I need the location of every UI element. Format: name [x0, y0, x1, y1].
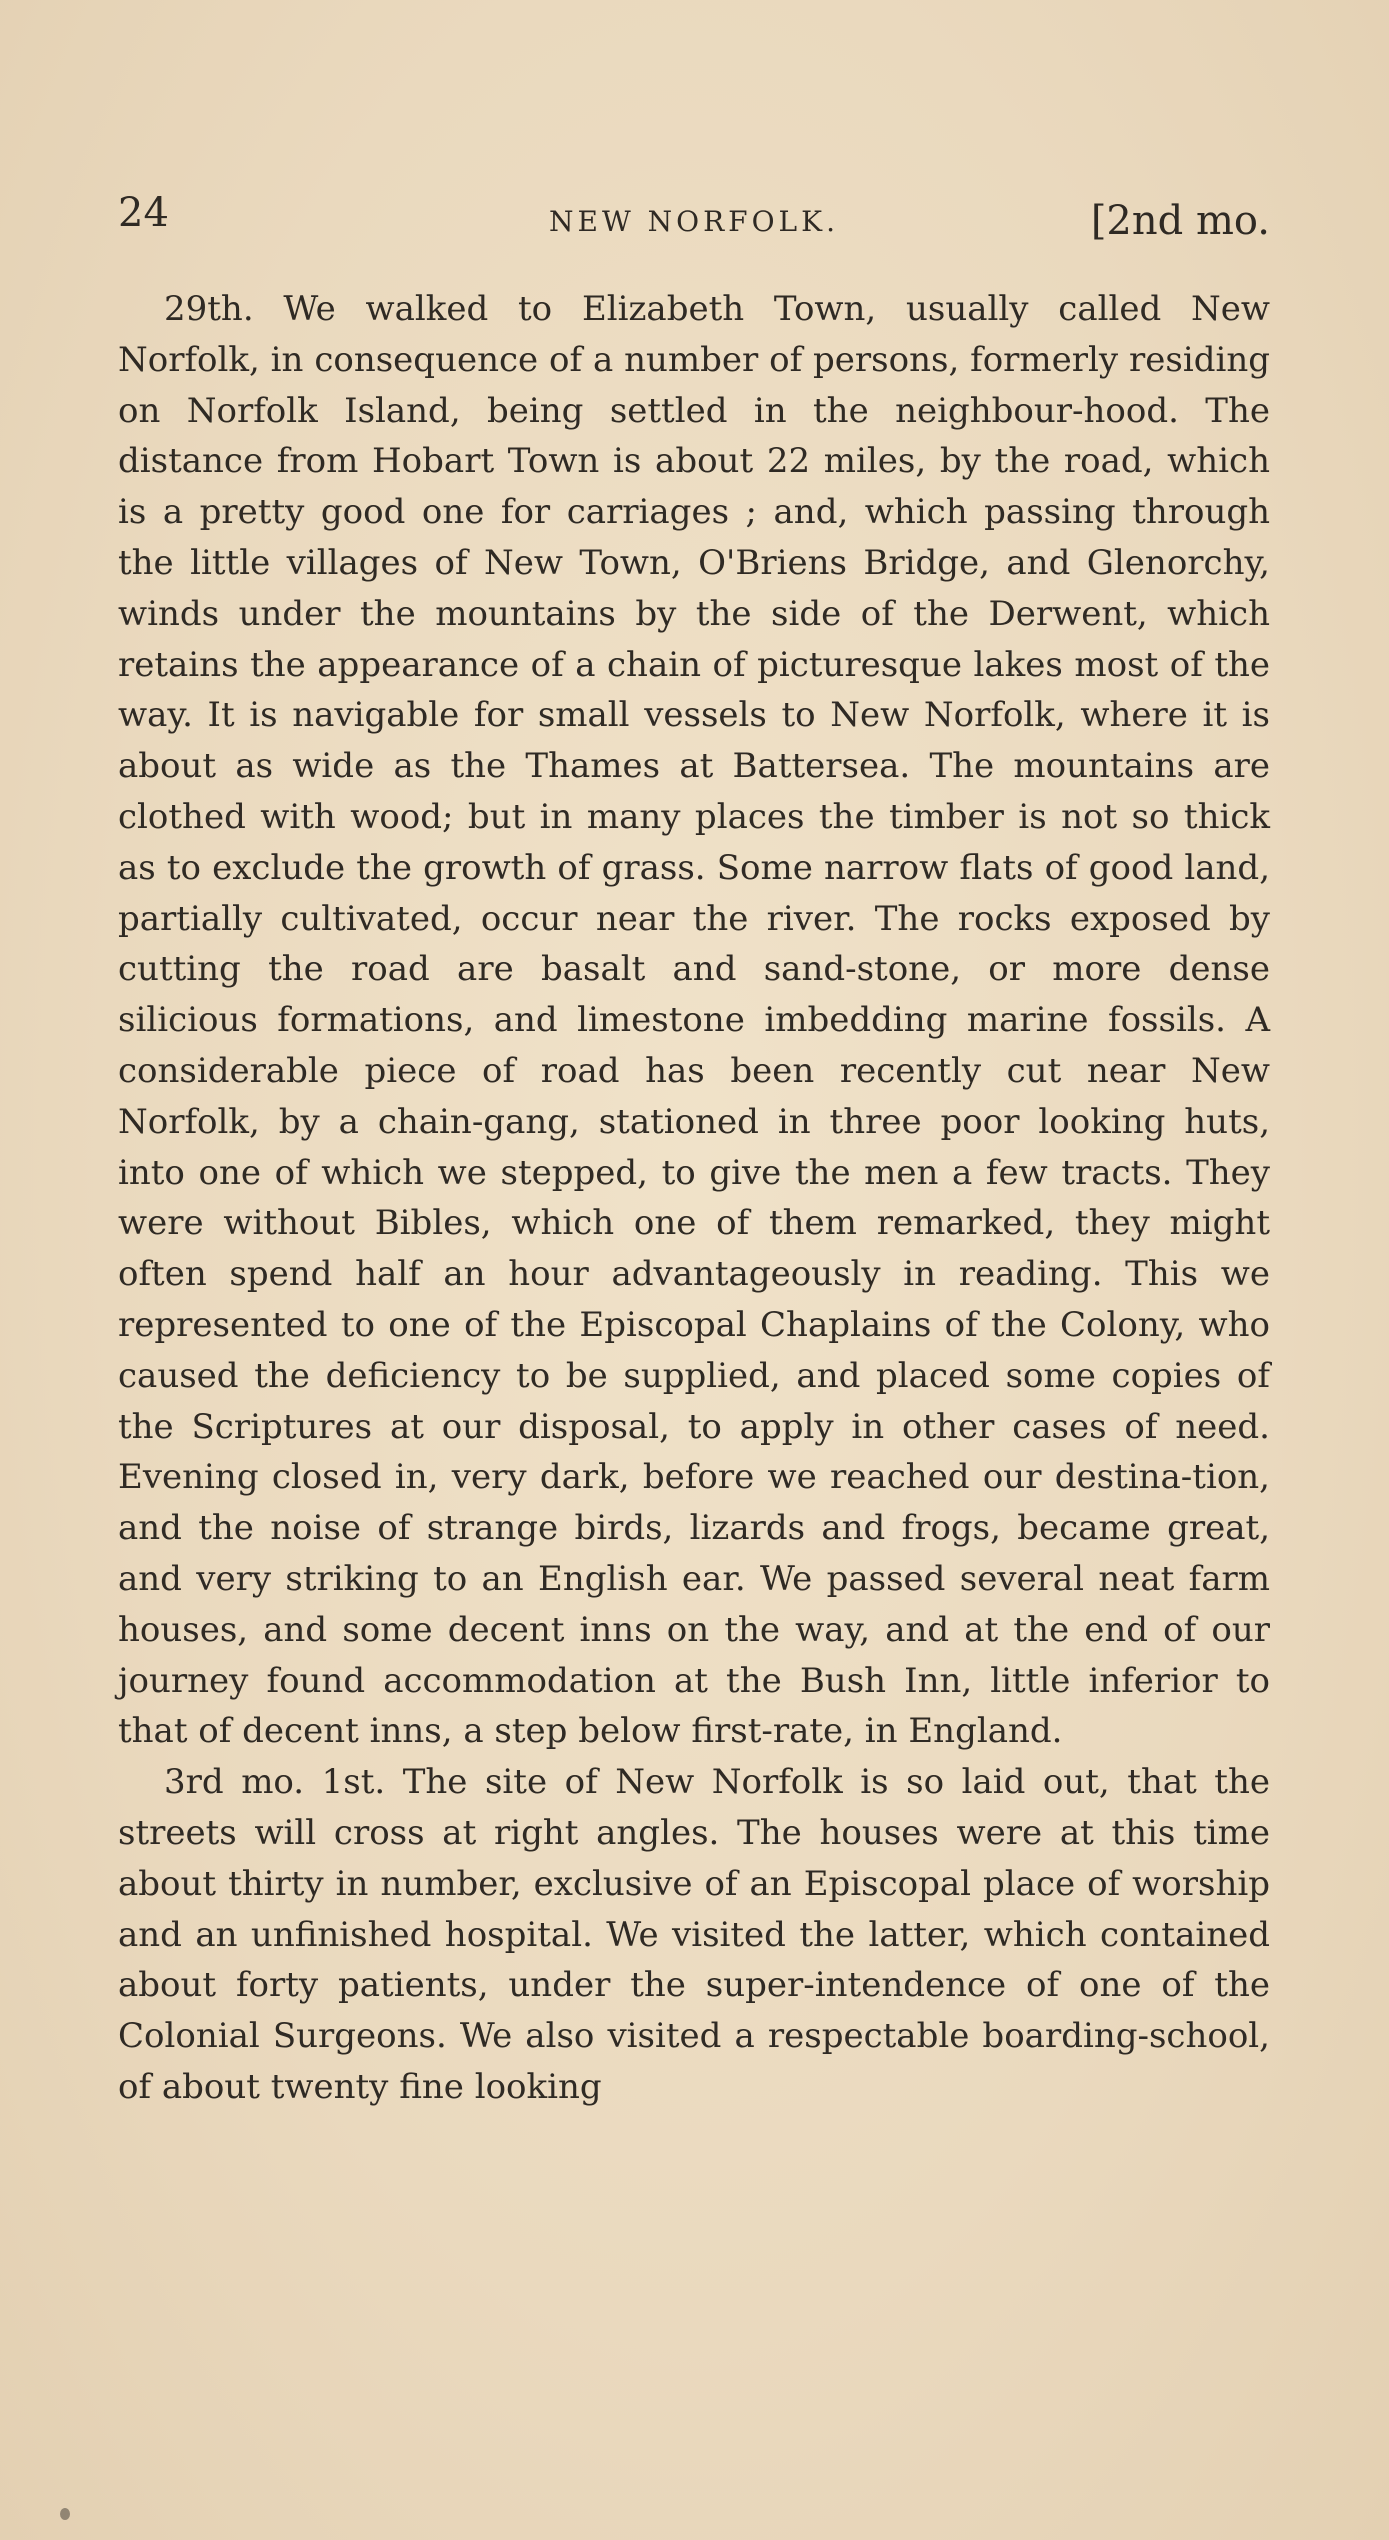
- running-title: NEW NORFOLK.: [549, 205, 839, 238]
- page-number: 24: [118, 190, 169, 236]
- page-header: [118, 188, 1270, 258]
- section-mark: [2nd mo.: [1090, 198, 1270, 244]
- body-text: [118, 284, 1270, 2113]
- ink-smudge: [60, 2508, 70, 2520]
- paragraph-29th: 29th. We walked to Elizabeth Town, usually called New Norfolk, in consequence of a number of persons, formerly residing on Norfolk Island, being settled in the neighbour-hood. The distance from Hobart Town is about 22 miles, by the road, which is a pretty good one for carriages ; and, which passing through the little villages of New Town, O'Briens Bridge, and Glenorchy, winds under the mountains by the side of the Derwent, which retains the appearance of a chain of picturesque lakes most of the way. It is navigable for small vessels to New Norfolk, where it is about as wide as the Thames at Battersea. The mountains are clothed with wood; but in many places the timber is not so thick as to exclude the growth of grass. Some narrow flats of good land, partially cultivated, occur near the river. The rocks exposed by cutting the road are basalt and sand-stone, or more dense silicious formations, and limestone imbedding marine fossils. A considerable piece of road has been recently cut near New Norfolk, by a chain-gang, stationed in three poor looking huts, into one of which we stepped, to give the men a few tracts. They were without Bibles, which one of them remarked, they might often spend half an hour advantageously in reading. This we represented to one of the Episcopal Chaplains of the Colony, who caused the deficiency to be supplied, and placed some copies of the Scriptures at our disposal, to apply in other cases of need. Evening closed in, very dark, before we reached our destina-tion, and the noise of strange birds, lizards and frogs, became great, and very striking to an English ear. We passed several neat farm houses, and some decent inns on the way, and at the end of our journey found accommodation at the Bush Inn, little inferior to that of decent inns, a step below first-rate, in England.: [118, 289, 1270, 1752]
- paragraph-3rd-mo-1st: 3rd mo. 1st. The site of New Norfolk is so laid out, that the streets will cross at right angles. The houses were at this time about thirty in number, exclusive of an Episcopal place of worship and an unfinished hospital. We visited the latter, which contained about forty patients, under the super-intendence of one of the Colonial Surgeons. We also visited a respectable boarding-school, of about twenty fine looking: [118, 1762, 1270, 2107]
